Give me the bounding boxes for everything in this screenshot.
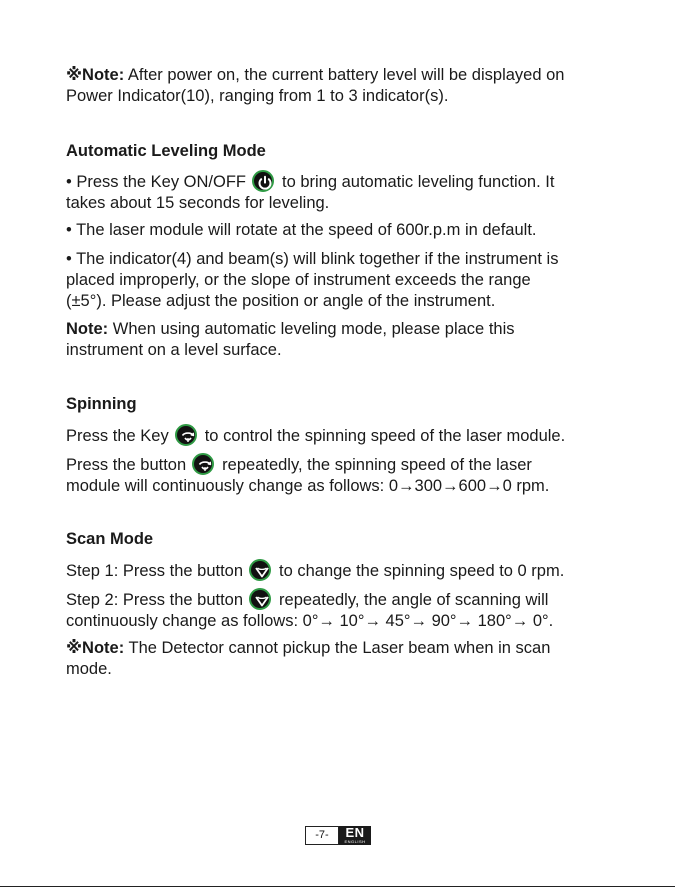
spinning-section xyxy=(66,394,606,415)
bullet-text-line2: takes about 15 seconds for leveling. xyxy=(66,194,330,212)
spin-text-continued: to control the spinning speed of the laser module. xyxy=(204,427,566,445)
step-text-continued: to change the spinning speed to 0 rpm. xyxy=(279,562,565,580)
scan-mode-icon xyxy=(249,559,271,581)
spin-text-line2: module will continuously change as follows: 0→300→600→0 rpm. xyxy=(66,477,550,495)
power-icon xyxy=(252,170,274,192)
auto-bullet-1 xyxy=(66,170,606,214)
section-heading-scan-mode: Scan Mode xyxy=(66,530,154,548)
scan-step-2 xyxy=(66,588,606,632)
step-text: Step 2: Press the button xyxy=(66,591,244,609)
auto-bullet-2 xyxy=(66,220,606,241)
scan-note xyxy=(66,638,606,680)
language-code: EN xyxy=(345,825,365,840)
scan-mode-section xyxy=(66,529,606,550)
note-text: When using automatic leveling mode, please place this xyxy=(112,320,515,338)
bullet-text: • The laser module will rotate at the speed of 600r.p.m in default. xyxy=(66,221,537,239)
scan-step-1 xyxy=(66,559,606,582)
note-prefix: ※Note: xyxy=(66,639,125,657)
spin-speed-icon xyxy=(175,424,197,446)
page-footer xyxy=(305,826,371,845)
spin-text: Press the button xyxy=(66,456,187,474)
note-text-line2: mode. xyxy=(66,660,112,678)
spin-text-continued: repeatedly, the spinning speed of the laser xyxy=(222,456,532,474)
auto-bullet-3 xyxy=(66,249,606,312)
auto-leveling-section xyxy=(66,141,606,162)
page-number: -7- xyxy=(305,826,339,845)
note-prefix: ※Note: xyxy=(66,66,125,84)
section-heading-auto-leveling: Automatic Leveling Mode xyxy=(66,142,266,160)
step-text: Step 1: Press the button xyxy=(66,562,244,580)
note-prefix: Note: xyxy=(66,320,109,338)
bottom-divider xyxy=(0,886,675,887)
battery-note xyxy=(66,65,606,107)
bullet-text-line3: (±5°). Please adjust the position or angle of the instrument. xyxy=(66,292,496,310)
spin-speed-icon xyxy=(192,453,214,475)
bullet-text-line1: • The indicator(4) and beam(s) will blink together if the instrument is xyxy=(66,250,559,268)
spin-line-2 xyxy=(66,453,606,497)
note-text-line2: Power Indicator(10), ranging from 1 to 3 indicator(s). xyxy=(66,87,449,105)
section-heading-spinning: Spinning xyxy=(66,395,137,413)
spin-text: Press the Key xyxy=(66,427,169,445)
spin-line-1 xyxy=(66,424,606,447)
step-text-continued: repeatedly, the angle of scanning will xyxy=(279,591,549,609)
language-name: ENGLISH xyxy=(344,839,366,844)
step-text-line2: continuously change as follows: 0°→ 10°→ 45°→ 90°→ 180°→ 0°. xyxy=(66,612,554,630)
auto-note xyxy=(66,319,606,361)
bullet-text: • Press the Key ON/OFF xyxy=(66,173,246,191)
language-badge xyxy=(339,826,371,845)
scan-mode-icon xyxy=(249,588,271,610)
note-text: After power on, the current battery level will be displayed on xyxy=(127,66,565,84)
note-text: The Detector cannot pickup the Laser beam when in scan xyxy=(128,639,551,657)
bullet-text-continued: to bring automatic leveling function. It xyxy=(282,173,555,191)
note-text-line2: instrument on a level surface. xyxy=(66,341,282,359)
bullet-text-line2: placed improperly, or the slope of instrument exceeds the range xyxy=(66,271,531,289)
